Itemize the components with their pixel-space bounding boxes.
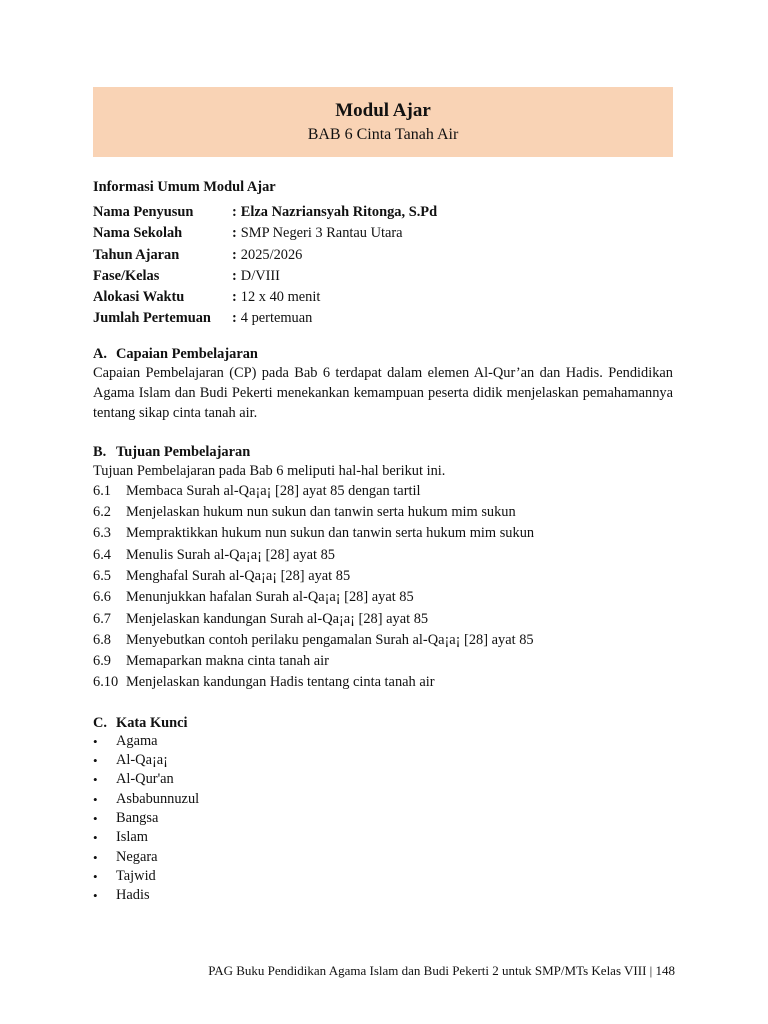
section-heading (93, 443, 673, 461)
objective-text: Menunjukkan hafalan Surah al-Qa¡a¡ [28] ayat 85 (126, 589, 414, 606)
objective-text: Menulis Surah al-Qa¡a¡ [28] ayat 85 (126, 546, 335, 563)
objective-number: 6.8 (93, 631, 111, 648)
objective-number: 6.2 (93, 504, 111, 521)
info-colon: : (232, 289, 237, 306)
info-colon: : (232, 267, 237, 284)
bullet-icon: • (93, 849, 98, 865)
section-paragraph: Capaian Pembelajaran (CP) pada Bab 6 terdapat dalam elemen Al-Qur’an dan Hadis. Pendidikan Agama Islam dan Budi Pekerti menekankan kemampuan peserta didik menjelaskan pemahamannya tentang sikap cinta tanah air. (93, 364, 673, 421)
objective-item (93, 566, 673, 587)
objective-item (93, 523, 673, 544)
title-banner (93, 87, 673, 157)
section-heading (93, 345, 673, 363)
keyword-text: Al-Qa¡a¡ (116, 752, 168, 769)
objective-text: Mempraktikkan hukum nun sukun dan tanwin serta hukum mim sukun (126, 525, 535, 542)
objective-item (93, 545, 673, 566)
keyword-item (93, 886, 673, 905)
general-info-heading: Informasi Umum Modul Ajar (93, 179, 276, 195)
objective-text: Menjelaskan hukum nun sukun dan tanwin serta hukum mim sukun (126, 504, 516, 521)
keyword-item (93, 867, 673, 886)
info-row (93, 245, 673, 266)
bullet-icon: • (93, 888, 98, 904)
info-value: 4 pertemuan (240, 310, 313, 327)
info-label: Nama Sekolah (93, 225, 183, 242)
keyword-text: Hadis (116, 887, 150, 904)
objective-number: 6.4 (93, 546, 111, 563)
bullet-icon: • (93, 830, 98, 846)
keyword-text: Islam (116, 829, 148, 846)
keyword-item (93, 770, 673, 789)
section-title: Kata Kunci (116, 714, 188, 731)
bullet-icon: • (93, 868, 98, 884)
document-title: Modul Ajar (335, 100, 431, 121)
objective-item (93, 672, 673, 693)
keyword-item (93, 751, 673, 770)
section-title: Tujuan Pembelajaran (116, 443, 251, 460)
info-row (93, 287, 673, 308)
keyword-text: Agama (116, 732, 158, 749)
objective-number: 6.7 (93, 610, 111, 627)
info-row (93, 308, 673, 329)
objective-item (93, 481, 673, 502)
section-title: Capaian Pembelajaran (116, 345, 258, 362)
chapter-subtitle: BAB 6 Cinta Tanah Air (307, 126, 459, 143)
bullet-icon: • (93, 733, 98, 749)
objectives-intro: Tujuan Pembelajaran pada Bab 6 meliputi hal-hal berikut ini. (93, 462, 446, 479)
keyword-item (93, 809, 673, 828)
keyword-item (93, 790, 673, 809)
bullet-icon: • (93, 791, 98, 807)
info-label: Jumlah Pertemuan (93, 310, 211, 327)
info-value: D/VIII (240, 267, 280, 284)
keyword-item (93, 732, 673, 751)
objective-item (93, 630, 673, 651)
bullet-icon: • (93, 772, 98, 788)
general-info-table (93, 202, 673, 330)
section-keywords (93, 714, 673, 906)
objective-text: Membaca Surah al-Qa¡a¡ [28] ayat 85 dengan tartil (126, 482, 421, 499)
objective-text: Menyebutkan contoh perilaku pengamalan Surah al-Qa¡a¡ [28] ayat 85 (126, 631, 534, 648)
section-learning-objectives (93, 443, 673, 694)
keyword-text: Tajwid (116, 867, 156, 884)
section-letter: B. (93, 443, 107, 460)
info-colon: : (232, 225, 237, 242)
objective-item (93, 502, 673, 523)
info-row (93, 202, 673, 223)
objective-text: Menghafal Surah al-Qa¡a¡ [28] ayat 85 (126, 567, 351, 584)
document-body (93, 178, 673, 905)
keyword-text: Asbabunnuzul (116, 790, 200, 807)
objective-item (93, 587, 673, 608)
keyword-text: Bangsa (116, 809, 159, 826)
keyword-text: Negara (116, 848, 158, 865)
info-value: 12 x 40 menit (240, 289, 321, 306)
objective-number: 6.10 (93, 674, 119, 691)
keyword-item (93, 848, 673, 867)
section-learning-outcomes (93, 345, 673, 423)
info-colon: : (232, 204, 237, 220)
info-colon: : (232, 246, 237, 263)
keyword-item (93, 828, 673, 847)
section-letter: C. (93, 714, 107, 731)
section-heading (93, 714, 673, 732)
info-colon: : (232, 310, 237, 327)
info-value: 2025/2026 (240, 246, 303, 263)
objective-text: Menjelaskan kandungan Hadis tentang cinta tanah air (126, 674, 435, 691)
info-label: Tahun Ajaran (93, 246, 180, 263)
page-footer: PAG Buku Pendidikan Agama Islam dan Budi Pekerti 2 untuk SMP/MTs Kelas VIII | 148 (208, 963, 675, 978)
objective-item (93, 609, 673, 630)
objective-number: 6.3 (93, 525, 111, 542)
info-row (93, 223, 673, 244)
info-label: Alokasi Waktu (93, 289, 185, 306)
objective-text: Memaparkan makna cinta tanah air (126, 653, 329, 670)
info-value: Elza Nazriansyah Ritonga, S.Pd (240, 204, 438, 220)
objective-item (93, 651, 673, 672)
section-letter: A. (93, 345, 107, 362)
bullet-icon: • (93, 810, 98, 826)
keyword-text: Al-Qur'an (116, 771, 174, 788)
info-value: SMP Negeri 3 Rantau Utara (240, 225, 403, 242)
objective-number: 6.9 (93, 653, 111, 670)
objective-number: 6.1 (93, 482, 111, 499)
info-label: Fase/Kelas (93, 267, 160, 284)
info-label: Nama Penyusun (93, 204, 194, 220)
objective-number: 6.6 (93, 589, 111, 606)
bullet-icon: • (93, 753, 98, 769)
info-row (93, 266, 673, 287)
objective-text: Menjelaskan kandungan Surah al-Qa¡a¡ [28] ayat 85 (126, 610, 429, 627)
objective-number: 6.5 (93, 567, 111, 584)
